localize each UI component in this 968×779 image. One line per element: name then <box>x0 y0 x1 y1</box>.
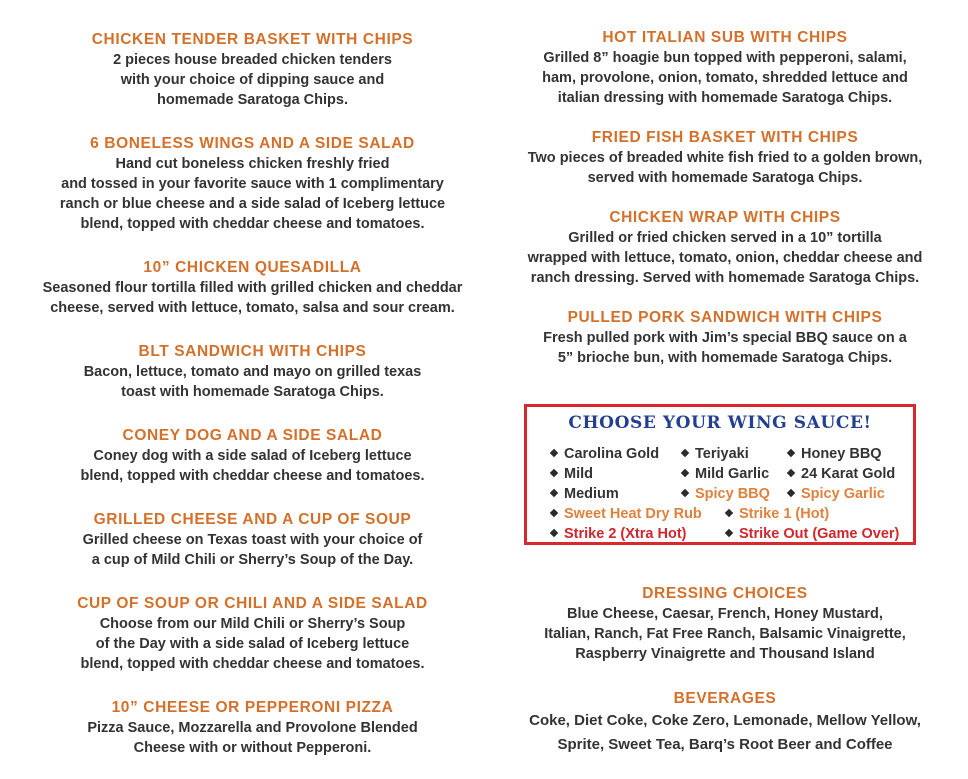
menu-item-title: CHICKEN WRAP WITH CHIPS <box>609 209 841 226</box>
diamond-bullet-icon <box>550 449 558 457</box>
description-line: cheese, served with lettuce, tomato, salsa and sour cream. <box>50 300 455 316</box>
menu-item-fried-fish-basket <box>500 128 950 188</box>
description-line: Grilled cheese on Texas toast with your choice of <box>82 532 423 548</box>
sauce-item <box>788 464 895 484</box>
menu-item-grilled-cheese-soup <box>10 510 495 570</box>
menu-item-title: CUP OF SOUP OR CHILI AND A SIDE SALAD <box>77 595 428 612</box>
menu-item-title: 10” CHEESE OR PEPPERONI PIZZA <box>111 699 394 716</box>
sauce-label: Spicy Garlic <box>801 486 885 502</box>
sauce-item <box>788 484 885 504</box>
diamond-bullet-icon <box>725 529 733 537</box>
diamond-bullet-icon <box>787 449 795 457</box>
description-line: Sprite, Sweet Tea, Barq’s Root Beer and Coffee <box>557 736 893 753</box>
sauce-item <box>551 444 659 464</box>
menu-item-title: 6 BONELESS WINGS AND A SIDE SALAD <box>90 135 415 152</box>
menu-item-blt-sandwich <box>10 342 495 402</box>
description-line: Cheese with or without Pepperoni. <box>133 740 372 756</box>
menu-item-coney-dog <box>10 426 495 486</box>
sauce-item <box>551 524 686 544</box>
sauce-label: Honey BBQ <box>801 446 882 462</box>
dressing-description <box>500 604 950 664</box>
menu-item-title: HOT ITALIAN SUB WITH CHIPS <box>602 29 848 46</box>
menu-item-description <box>500 48 950 108</box>
menu-item-title: 10” CHICKEN QUESADILLA <box>143 259 362 276</box>
diamond-bullet-icon <box>550 469 558 477</box>
menu-item-chicken-wrap <box>500 208 950 288</box>
description-line: Hand cut boneless chicken freshly fried <box>115 156 390 172</box>
description-line: and tossed in your favorite sauce with 1 complimentary <box>61 176 444 192</box>
description-line: ranch or blue cheese and a side salad of Iceberg lettuce <box>59 196 446 212</box>
description-line: 5” brioche bun, with homemade Saratoga Chips. <box>557 350 893 366</box>
diamond-bullet-icon <box>787 469 795 477</box>
description-line: toast with homemade Saratoga Chips. <box>121 384 384 400</box>
menu-item-description <box>10 530 495 570</box>
sauce-label: 24 Karat Gold <box>801 466 896 482</box>
sauce-item <box>726 524 899 544</box>
beverages <box>500 689 950 757</box>
diamond-bullet-icon <box>787 489 795 497</box>
sauce-label: Mild Garlic <box>695 466 770 482</box>
description-line: Fresh pulled pork with Jim’s special BBQ sauce on a <box>543 330 907 346</box>
diamond-bullet-icon <box>550 529 558 537</box>
sauce-label: Teriyaki <box>695 446 749 462</box>
menu-item-description <box>10 154 495 234</box>
beverages-title: BEVERAGES <box>673 690 777 707</box>
menu-item-hot-italian-sub <box>500 28 950 108</box>
wing-sauce-title: CHOOSE YOUR WING SAUCE! <box>568 413 872 433</box>
description-line: with your choice of dipping sauce and <box>120 72 385 88</box>
sauce-label: Strike 2 (Xtra Hot) <box>564 526 687 542</box>
menu-item-pizza <box>10 698 495 758</box>
sauce-label: Sweet Heat Dry Rub <box>564 506 702 522</box>
description-line: Grilled or fried chicken served in a 10” tortilla <box>568 230 882 246</box>
menu-item-chicken-quesadilla <box>10 258 495 318</box>
sauce-label: Carolina Gold <box>564 446 660 462</box>
wing-sauce-box <box>524 404 916 545</box>
description-line: a cup of Mild Chili or Sherry’s Soup of the Day. <box>91 552 414 568</box>
sauce-item <box>682 464 769 484</box>
description-line: wrapped with lettuce, tomato, onion, cheddar cheese and <box>527 250 923 266</box>
menu-item-description <box>500 148 950 188</box>
diamond-bullet-icon <box>681 469 689 477</box>
sauce-item <box>551 464 593 484</box>
description-line: Two pieces of breaded white fish fried to a golden brown, <box>527 150 923 166</box>
menu-item-boneless-wings <box>10 134 495 234</box>
diamond-bullet-icon <box>681 489 689 497</box>
description-line: served with homemade Saratoga Chips. <box>587 170 863 186</box>
sauce-item <box>682 444 749 464</box>
sauce-label: Mild <box>564 466 593 482</box>
sauce-label: Medium <box>564 486 619 502</box>
dressing-choices <box>500 584 950 664</box>
diamond-bullet-icon <box>725 509 733 517</box>
menu-item-description <box>10 446 495 486</box>
description-line: Grilled 8” hoagie bun topped with pepperoni, salami, <box>543 50 907 66</box>
sauce-item <box>788 444 882 464</box>
description-line: Blue Cheese, Caesar, French, Honey Mustard, <box>567 606 883 622</box>
sauce-label: Strike Out (Game Over) <box>739 526 900 542</box>
description-line: homemade Saratoga Chips. <box>157 92 348 108</box>
description-line: Choose from our Mild Chili or Sherry’s Soup <box>99 616 406 632</box>
description-line: Coney dog with a side salad of Iceberg lettuce <box>93 448 412 464</box>
menu-item-pulled-pork-sandwich <box>500 308 950 368</box>
menu-item-description <box>10 50 495 110</box>
menu-item-title: BLT SANDWICH WITH CHIPS <box>138 343 367 360</box>
diamond-bullet-icon <box>550 489 558 497</box>
description-line: Pizza Sauce, Mozzarella and Provolone Blended <box>87 720 418 736</box>
diamond-bullet-icon <box>550 509 558 517</box>
menu-item-soup-chili-salad <box>10 594 495 674</box>
beverages-description <box>500 709 950 757</box>
menu-item-description <box>500 328 950 368</box>
sauce-label: Spicy BBQ <box>695 486 770 502</box>
sauce-item <box>726 504 829 524</box>
sauce-item <box>682 484 770 504</box>
description-line: Bacon, lettuce, tomato and mayo on grilled texas <box>83 364 422 380</box>
sauce-item <box>551 504 702 524</box>
menu-item-description <box>10 362 495 402</box>
menu-item-chicken-tender-basket <box>10 30 495 110</box>
menu-item-title: PULLED PORK SANDWICH WITH CHIPS <box>567 309 883 326</box>
description-line: blend, topped with cheddar cheese and tomatoes. <box>80 656 425 672</box>
menu-item-description <box>10 614 495 674</box>
description-line: of the Day with a side salad of Iceberg lettuce <box>95 636 410 652</box>
sauce-item <box>551 484 619 504</box>
sauce-label: Strike 1 (Hot) <box>739 506 830 522</box>
diamond-bullet-icon <box>681 449 689 457</box>
menu-item-description <box>500 228 950 288</box>
dressing-title: DRESSING CHOICES <box>642 585 808 602</box>
description-line: blend, topped with cheddar cheese and tomatoes. <box>80 468 425 484</box>
menu-item-title: CONEY DOG AND A SIDE SALAD <box>122 427 383 444</box>
menu-item-title: GRILLED CHEESE AND A CUP OF SOUP <box>93 511 412 528</box>
description-line: ranch dressing. Served with homemade Saratoga Chips. <box>530 270 920 286</box>
description-line: Italian, Ranch, Fat Free Ranch, Balsamic Vinaigrette, <box>544 626 906 642</box>
description-line: ham, provolone, onion, tomato, shredded lettuce and <box>542 70 908 86</box>
description-line: italian dressing with homemade Saratoga Chips. <box>557 90 893 106</box>
description-line: blend, topped with cheddar cheese and tomatoes. <box>80 216 425 232</box>
menu-item-title: CHICKEN TENDER BASKET WITH CHIPS <box>91 31 414 48</box>
description-line: Seasoned flour tortilla filled with grilled chicken and cheddar <box>42 280 463 296</box>
menu-item-description <box>10 718 495 758</box>
menu-item-description <box>10 278 495 318</box>
description-line: Raspberry Vinaigrette and Thousand Island <box>575 646 875 662</box>
description-line: 2 pieces house breaded chicken tenders <box>113 52 392 68</box>
menu-item-title: FRIED FISH BASKET WITH CHIPS <box>591 129 859 146</box>
description-line: Coke, Diet Coke, Coke Zero, Lemonade, Mellow Yellow, <box>529 712 921 729</box>
